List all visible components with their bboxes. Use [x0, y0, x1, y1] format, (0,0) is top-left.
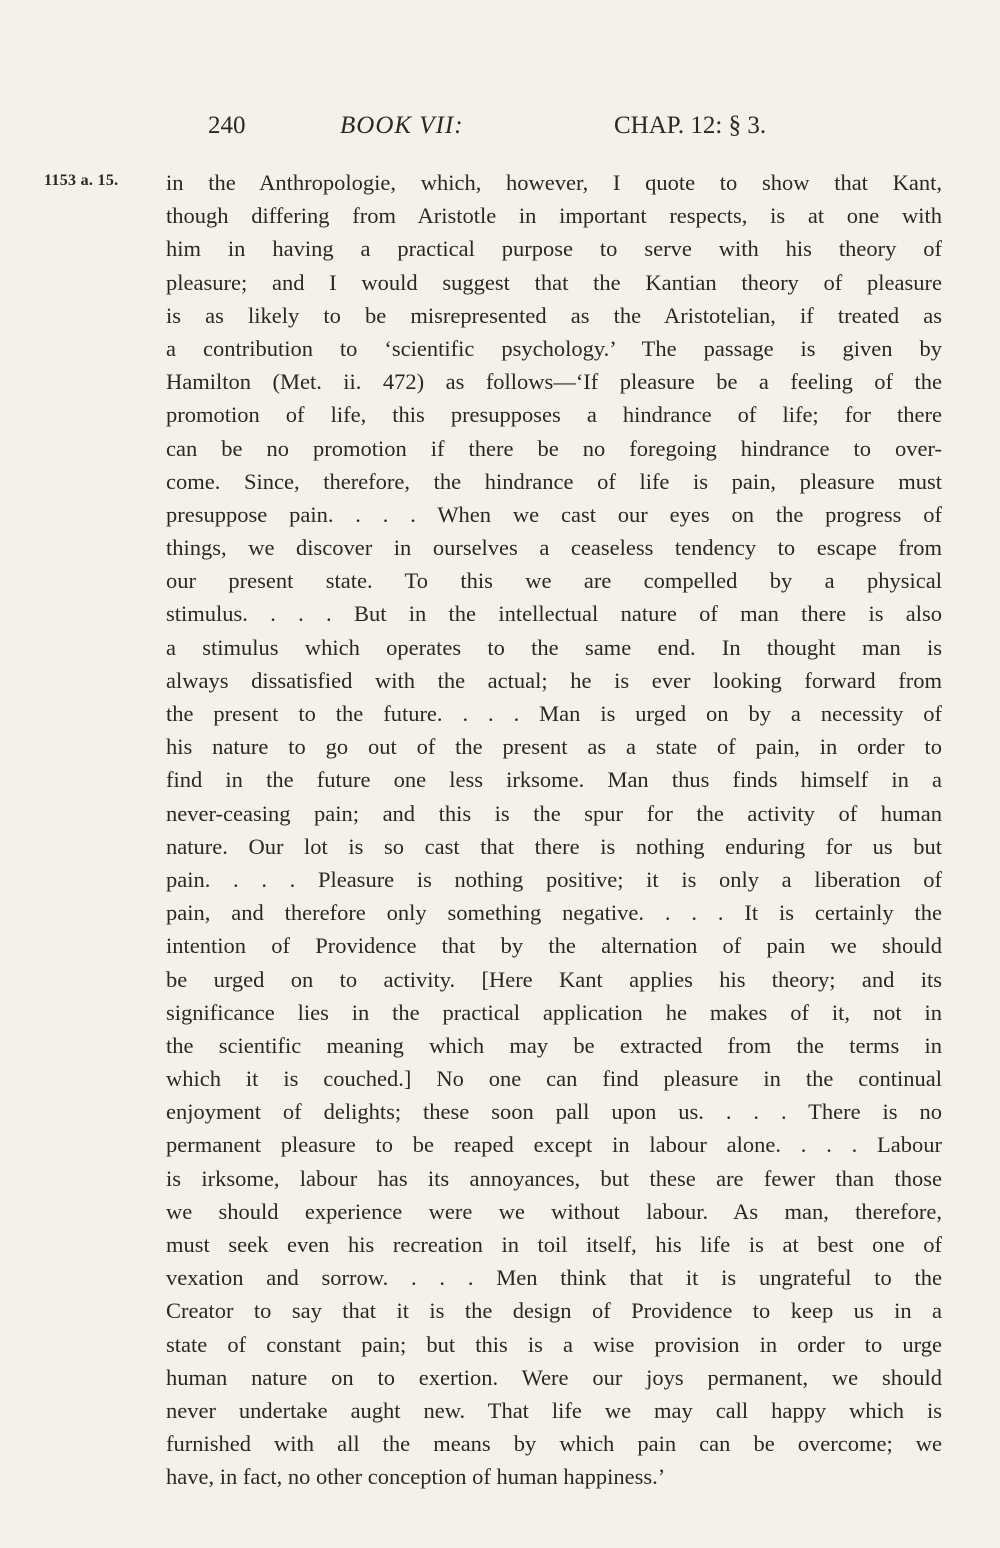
text-line: stimulus. . . . But in the intellectual nature of man there is also [166, 601, 942, 627]
body-text [166, 166, 942, 1494]
text-line: vexation and sorrow. . . . Men think that it is ungrateful to the [166, 1265, 942, 1291]
text-line: never undertake aught new. That life we may call happy which is [166, 1397, 942, 1423]
text-line: permanent pleasure to be reaped except in labour alone. . . . Labour [166, 1132, 942, 1158]
text-line: Creator to say that it is the design of Providence to keep us in a [166, 1298, 942, 1324]
text-line: always dissatisfied with the actual; he is ever looking forward from [166, 667, 942, 693]
text-line: the scientific meaning which may be extracted from the terms in [166, 1032, 942, 1058]
text-line: presuppose pain. . . . When we cast our eyes on the progress of [166, 501, 942, 527]
text-line: we should experience were we without labour. As man, therefore, [166, 1198, 942, 1224]
text-line: furnished with all the means by which pain can be overcome; we [166, 1431, 942, 1457]
margin-reference: 1153 a. 15. [44, 172, 119, 189]
text-line: can be no promotion if there be no foregoing hindrance to over- [166, 435, 942, 461]
text-line: human nature on to exertion. Were our joys permanent, we should [166, 1364, 942, 1390]
text-line: pain. . . . Pleasure is nothing positive; it is only a liberation of [166, 866, 942, 892]
text-line: nature. Our lot is so cast that there is nothing enduring for us but [166, 833, 942, 859]
chapter-section: CHAP. 12: § 3. [614, 112, 767, 139]
text-line: have, in fact, no other conception of human happiness.’ [166, 1464, 666, 1490]
text-line: significance lies in the practical application he makes of it, not in [166, 999, 942, 1025]
text-line: pleasure; and I would suggest that the Kantian theory of pleasure [166, 269, 942, 295]
text-line: the present to the future. . . . Man is urged on by a necessity of [166, 701, 942, 726]
text-line: state of constant pain; but this is a wise provision in order to urge [166, 1331, 942, 1357]
text-line: pain, and therefore only something negative. . . . It is certainly the [166, 900, 942, 926]
text-line: is as likely to be misrepresented as the Aristotelian, if treated as [166, 302, 942, 328]
text-line: though differing from Aristotle in important respects, is at one with [166, 203, 942, 229]
text-line: things, we discover in ourselves a ceaseless tendency to escape from [166, 535, 942, 561]
text-line: a contribution to ‘scientific psychology.’ The passage is given by [166, 335, 942, 361]
text-line: our present state. To this we are compelled by a physical [166, 568, 942, 594]
book-title: BOOK VII: [340, 112, 464, 139]
text-line: is irksome, labour has its annoyances, but these are fewer than those [166, 1165, 942, 1191]
page-number: 240 [208, 112, 246, 139]
text-line: promotion of life, this presupposes a hindrance of life; for there [166, 402, 942, 428]
text-line: his nature to go out of the present as a state of pain, in order to [166, 734, 942, 760]
text-line: come. Since, therefore, the hindrance of life is pain, pleasure must [166, 468, 942, 494]
text-line: never-ceasing pain; and this is the spur for the activity of human [166, 800, 942, 826]
text-line: be urged on to activity. [Here Kant applies his theory; and its [166, 966, 942, 992]
text-line: find in the future one less irksome. Man thus finds himself in a [166, 767, 942, 793]
text-line: Hamilton (Met. ii. 472) as follows—‘If pleasure be a feeling of the [166, 369, 942, 395]
text-line: enjoyment of delights; these soon pall upon us. . . . There is no [166, 1099, 942, 1125]
text-line: in the Anthropologie, which, however, I quote to show that Kant, [166, 170, 942, 195]
text-line: must seek even his recreation in toil itself, his life is at best one of [166, 1232, 942, 1257]
text-line: him in having a practical purpose to serve with his theory of [166, 236, 942, 262]
text-line: which it is couched.] No one can find pleasure in the continual [166, 1066, 942, 1092]
text-line: intention of Providence that by the alternation of pain we should [166, 933, 942, 959]
running-head [0, 112, 1000, 148]
text-line: a stimulus which operates to the same end. In thought man is [166, 634, 942, 660]
